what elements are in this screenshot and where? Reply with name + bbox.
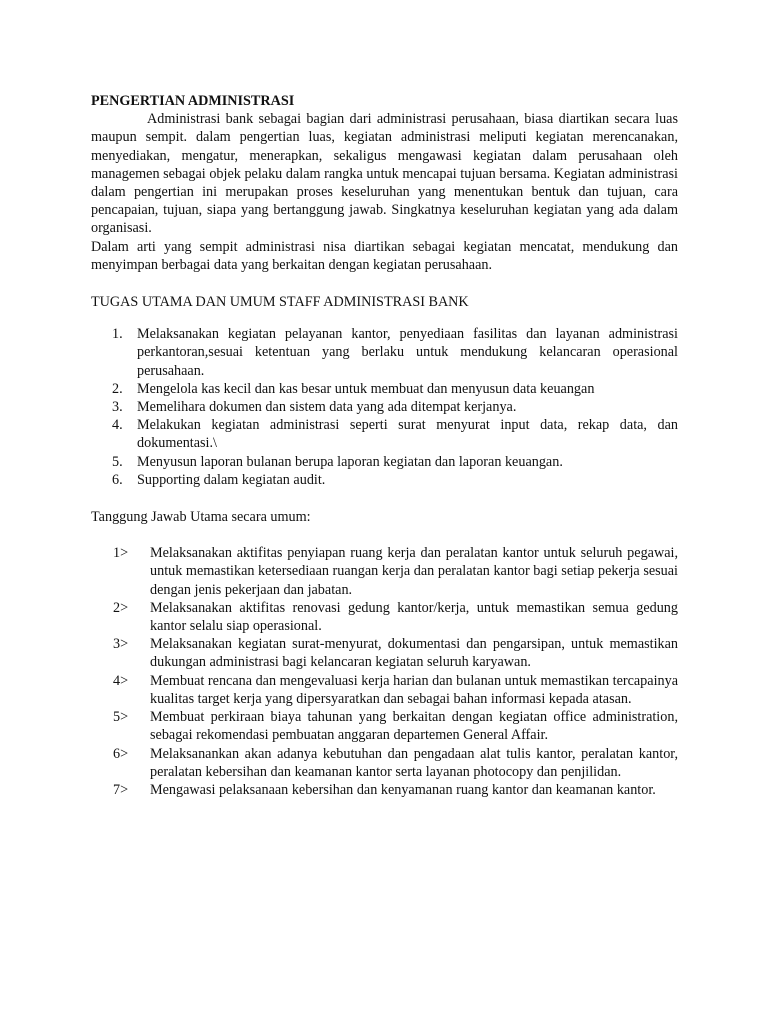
list-item [91,544,678,599]
section-heading-tasks: TUGAS UTAMA DAN UMUM STAFF ADMINISTRASI BANK [91,294,469,311]
list-number: 6> [113,745,129,762]
list-item [91,471,678,489]
list-text: Memelihara dokumen dan sistem data yang ada ditempat kerjanya. [137,399,517,416]
list-item [91,635,678,671]
list-text: Menyusun laporan bulanan berupa laporan kegiatan dan laporan keuangan. [137,453,563,470]
narrow-definition-paragraph: Dalam arti yang sempit administrasi nisa diartikan sebagai kegiatan mencatat, mendukung dan menyimpan berbagai data yang berkaitan dengan kegiatan perusahaan. [91,238,678,273]
list-number: 4. [112,417,123,434]
list-text: Melaksanakan aktifitas penyiapan ruang kerja dan peralatan kantor untuk seluruh pegawai, untuk memastikan ketersediaan ruangan kerja dan peralatan kantor bagi setiap pekerja sesuai dengan jenis pekerjaan dan jabatan. [150,545,678,598]
list-number: 1. [112,326,123,343]
list-text: Melaksanakan kegiatan pelayanan kantor, penyediaan fasilitas dan layanan administrasi perkantoran,sesuai ketentuan yang berlaku untuk mendukung kelancaran operasional perusahaan. [137,326,678,379]
list-number: 6. [112,471,123,488]
document-body [91,92,678,799]
list-item [91,672,678,708]
list-item [91,325,678,380]
list-number: 3> [113,636,129,653]
page-title: PENGERTIAN ADMINISTRASI [91,93,295,109]
list-text: Melakukan kegiatan administrasi seperti surat menyurat input data, rekap data, dan dokumentasi.\ [137,417,678,452]
list-number: 2. [112,380,123,397]
definition-paragraph: Administrasi bank sebagai bagian dari administrasi perusahaan, biasa diartikan secara luas maupun sempit. dalam pengertian luas, kegiatan administrasi meliputi kegiatan merencanakan, menyediakan, mengatur, menerapkan, sekaligus mengawasi kegiatan dalam perusahaan oleh managemen sebagai objek pelaku dalam rangka untuk mencapai tujuan bersama. Kegiatan administrasi dalam pengertian ini merupakan proses keseluruhan yang menentukan bentuk dan tujuan, cara pencapaian, tujuan, siapa yang bertanggung jawab. Singkatnya keseluruhan kegiatan yang ada dalam organisasi. [91,111,678,237]
list-number: 2> [113,599,129,616]
list-text: Supporting dalam kegiatan audit. [137,471,326,488]
list-item [91,745,678,781]
responsibilities-list [91,544,678,799]
list-number: 1> [113,545,129,562]
list-text: Melaksanankan akan adanya kebutuhan dan pengadaan alat tulis kantor, peralatan kantor, peralatan kebersihan dan keamanan kantor serta layanan photocopy dan penjilidan. [150,745,678,780]
section-heading-responsibilities: Tanggung Jawab Utama secara umum: [91,509,311,526]
list-text: Membuat rencana dan mengevaluasi kerja harian dan bulanan untuk memastikan tercapainya kualitas target kerja yang dipersyaratkan dan sebagai bahan informasi kepada atasan. [150,672,678,707]
list-text: Membuat perkiraan biaya tahunan yang berkaitan dengan kegiatan office administration, sebagai rekomendasi pembuatan anggaran departemen General Affair. [150,709,678,744]
list-text: Melaksanakan kegiatan surat-menyurat, dokumentasi dan pengarsipan, untuk memastikan dukungan administrasi bagi kelancaran kegiatan seluruh karyawan. [150,636,678,671]
list-item [91,781,678,799]
list-number: 3. [112,399,123,416]
list-text: Mengawasi pelaksanaan kebersihan dan kenyamanan ruang kantor dan keamanan kantor. [150,781,656,798]
list-item [91,398,678,416]
list-item [91,599,678,635]
list-number: 7> [113,781,129,798]
list-text: Melaksanakan aktifitas renovasi gedung kantor/kerja, untuk memastikan semua gedung kantor selalu siap operasional. [150,599,678,635]
list-number: 5> [113,709,129,726]
list-number: 5. [112,453,123,470]
list-text: Mengelola kas kecil dan kas besar untuk membuat dan menyusun data keuangan [137,380,595,397]
list-item [91,453,678,471]
tasks-list [91,325,678,489]
list-item [91,380,678,398]
list-item [91,708,678,744]
list-item [91,416,678,452]
list-number: 4> [113,672,129,689]
